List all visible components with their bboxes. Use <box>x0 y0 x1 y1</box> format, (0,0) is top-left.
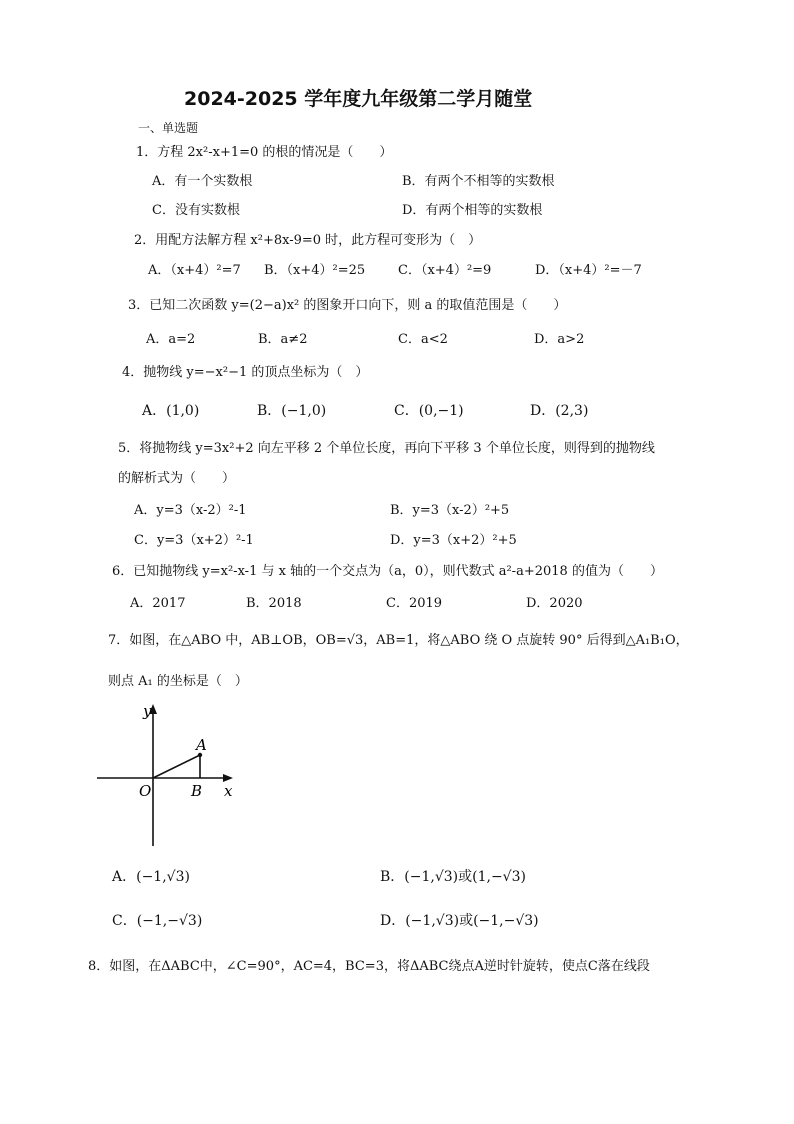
question-stem: 6．已知抛物线 y=x²-x-1 与 x 轴的一个交点为（a，0），则代数式 a²-a+2018 的值为（ ） <box>112 564 663 579</box>
segment-oa <box>153 755 200 778</box>
question-stem-cont: 则点 A₁ 的坐标是（ ） <box>108 674 248 689</box>
origin-label: O <box>139 782 152 800</box>
option-c: C．(0,−1) <box>394 403 464 419</box>
option-a: A．有一个实数根 <box>152 174 253 189</box>
point-b-label: B <box>191 782 203 800</box>
option-b: B．(−1,√3)或(1,−√3) <box>380 869 526 885</box>
option-b: B．a≠2 <box>258 332 308 347</box>
option-a: A．y=3（x-2）²-1 <box>134 503 247 518</box>
option-d: D．有两个相等的实数根 <box>402 203 543 218</box>
option-a: A．2017 <box>130 596 186 611</box>
option-b: B．有两个不相等的实数根 <box>402 174 555 189</box>
option-b: B．(−1,0) <box>257 403 327 419</box>
y-axis-label: y <box>143 702 152 720</box>
question-stem: 3．已知二次函数 y=(2−a)x² 的图象开口向下，则 a 的取值范围是（ ） <box>128 298 567 313</box>
question-stem: 7．如图，在△ABO 中，AB⊥OB，OB=√3，AB=1，将△ABO 绕 O 点旋转 90° 后得到△A₁B₁O， <box>108 633 689 648</box>
option-b: B．y=3（x-2）²+5 <box>390 503 510 518</box>
option-c: C．2019 <box>386 596 443 611</box>
option-c: C．（x+4）²=9 <box>398 263 492 278</box>
option-c: C．(−1,−√3) <box>112 913 203 929</box>
option-a: A．(1,0) <box>142 403 200 419</box>
page-title: 2024-2025 学年度九年级第二学月随堂 <box>184 88 533 110</box>
option-d: D．（x+4）²=－7 <box>535 263 642 278</box>
question-stem: 8．如图，在ΔABC中，∠C=90°，AC=4，BC=3，将ΔABC绕点A逆时针旋转，使点C落在线段 <box>88 959 650 974</box>
question-stem-cont: 的解析式为（ ） <box>118 471 236 486</box>
option-d: D．(−1,√3)或(−1,−√3) <box>380 913 539 929</box>
option-d: D．(2,3) <box>530 403 589 419</box>
option-a: A．a=2 <box>146 332 196 347</box>
question-stem: 2．用配方法解方程 x²+8x-9=0 时，此方程可变形为（ ） <box>134 233 482 248</box>
option-c: C．没有实数根 <box>152 203 240 218</box>
option-c: C．y=3（x+2）²-1 <box>134 533 254 548</box>
x-axis-label: x <box>224 782 233 800</box>
option-b: B．2018 <box>246 596 302 611</box>
question-stem: 1．方程 2x²-x+1=0 的根的情况是（ ） <box>136 145 393 160</box>
question-stem: 4．抛物线 y=−x²−1 的顶点坐标为（ ） <box>122 365 369 380</box>
option-a: A．（x+4）²=7 <box>148 263 241 278</box>
coordinate-figure <box>95 700 245 850</box>
question-stem: 5．将抛物线 y=3x²+2 向左平移 2 个单位长度，再向下平移 3 个单位长度，则得到的抛物线 <box>118 441 655 456</box>
option-c: C．a<2 <box>398 332 448 347</box>
section-heading: 一、单选题 <box>138 121 199 135</box>
point-a-label: A <box>196 736 207 754</box>
option-d: D．2020 <box>526 596 583 611</box>
option-a: A．(−1,√3) <box>112 869 190 885</box>
option-b: B．（x+4）²=25 <box>264 263 366 278</box>
x-axis-arrow <box>223 774 233 782</box>
option-d: D．y=3（x+2）²+5 <box>390 533 517 548</box>
option-d: D．a>2 <box>534 332 585 347</box>
